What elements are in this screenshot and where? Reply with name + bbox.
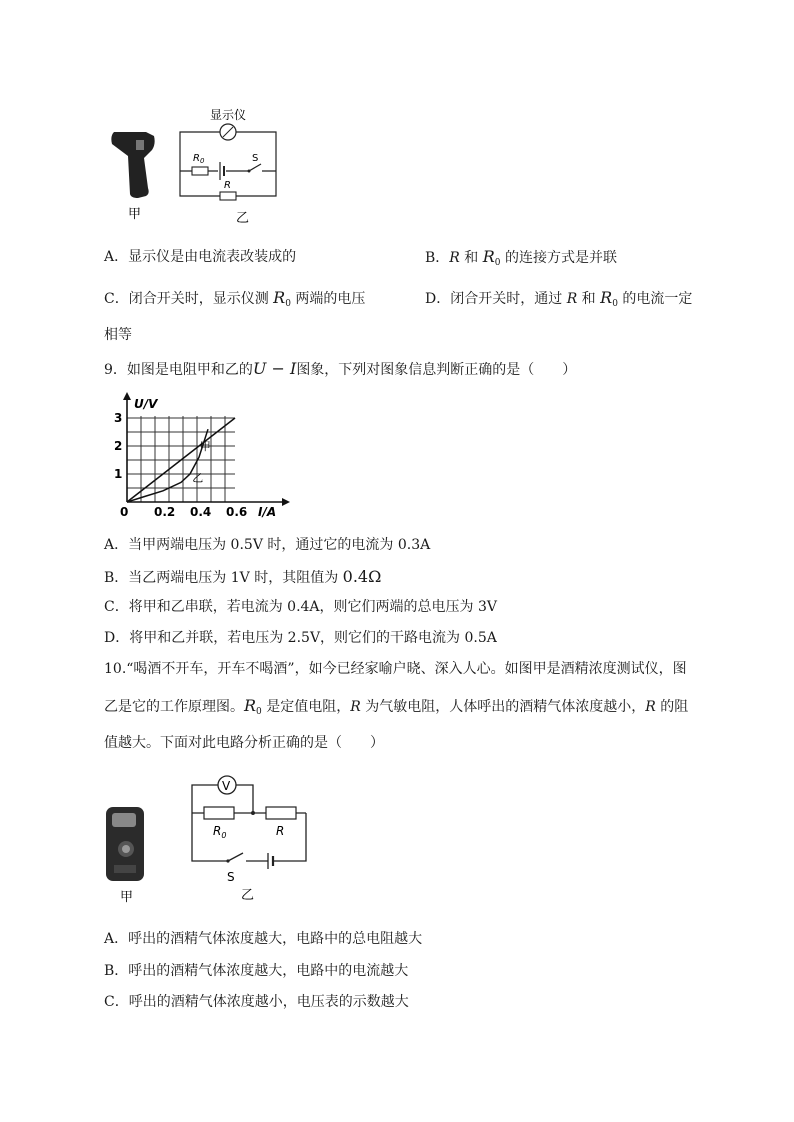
q8-option-c: C．闭合开关时，显示仪测 $R_0$ 两端的电压 xyxy=(104,288,366,309)
x-tick-label: 0.2 xyxy=(154,505,176,519)
x-axis-label: I/A xyxy=(258,505,277,519)
fig10-r-label: R xyxy=(276,824,285,838)
y-tick-label: 2 xyxy=(114,439,123,453)
q10-stem-line2: 乙是它的工作原理图。$R_0$ 是定值电阻，R 为气敏电阻，人体呼出的酒精气体浓度越小，R 的阻 xyxy=(104,696,689,717)
fig8-jia-label: 甲 xyxy=(128,207,142,222)
ui-graph xyxy=(100,392,300,520)
fig10-switch-label: S xyxy=(227,870,235,884)
q9-option-a: A．当甲两端电压为 0.5V 时，通过它的电流为 0.3A xyxy=(104,537,431,553)
q9-option-d: D．将甲和乙并联，若电压为 2.5V，则它们的干路电流为 0.5A xyxy=(104,630,497,646)
y-axis-arrow-icon xyxy=(123,392,131,400)
q10-stem-line3: 值越大。下面对此电路分析正确的是（ ） xyxy=(104,735,384,751)
q8-option-b: B．R 和 $R_0$ 的连接方式是并联 xyxy=(425,247,617,268)
series-label-jia: 甲 xyxy=(199,440,211,453)
resistor-r xyxy=(266,807,296,819)
q9-option-b: B．当乙两端电压为 1V 时，其阻值为 0.4Ω xyxy=(104,567,382,586)
fig10-yi-label: 乙 xyxy=(241,888,255,903)
switch-icon xyxy=(228,853,243,861)
y-axis-label: U/V xyxy=(134,397,158,411)
fig8-r-label: R xyxy=(224,180,231,191)
fig10-jia-label: 甲 xyxy=(120,890,134,905)
figure-q8 xyxy=(100,100,300,225)
figure-q10 xyxy=(100,765,330,910)
fig8-switch-label: S xyxy=(252,153,259,164)
series-line-yi xyxy=(127,429,208,502)
fig10-voltmeter-label: V xyxy=(222,779,231,793)
q10-option-a: A．呼出的酒精气体浓度越大，电路中的总电阻越大 xyxy=(104,931,423,947)
fig10-r0-label: R xyxy=(213,824,222,838)
resistor-r0 xyxy=(192,167,208,175)
y-tick-label: 3 xyxy=(114,411,123,425)
q10-option-b: B．呼出的酒精气体浓度越大，电路中的电流越大 xyxy=(104,963,409,979)
x-tick-label: 0 xyxy=(120,505,129,519)
breathalyzer-image xyxy=(106,807,144,881)
resistor-r0 xyxy=(204,807,234,819)
resistor-r xyxy=(220,192,236,200)
y-tick-label: 1 xyxy=(114,467,123,481)
q9-option-c: C．将甲和乙串联，若电流为 0.4A，则它们两端的总电压为 3V xyxy=(104,599,498,615)
svg-text:R0: $R_0$ xyxy=(213,824,227,840)
x-axis-arrow-icon xyxy=(282,498,290,506)
fig8-r0-label: R xyxy=(193,153,200,164)
q8-option-d-continued: 相等 xyxy=(104,327,132,343)
svg-text:R0: $R_0$ xyxy=(193,153,205,165)
fig8-display-label: 显示仪 xyxy=(210,108,247,122)
q10-stem-line1: 10.“喝酒不开车，开车不喝酒”，如今已经家喻户晓、深入人心。如图甲是酒精浓度测试仪，图 xyxy=(104,661,687,677)
x-tick-label: 0.6 xyxy=(226,505,248,519)
q8-option-a: A．显示仪是由电流表改装成的 xyxy=(104,249,297,265)
infrared-thermometer-image xyxy=(111,132,154,198)
fig8-yi-label: 乙 xyxy=(236,211,250,225)
x-tick-label: 0.4 xyxy=(190,505,212,519)
q8-option-d: D．闭合开关时，通过 R 和 $R_0$ 的电流一定 xyxy=(425,288,693,309)
q10-option-c: C．呼出的酒精气体浓度越小，电压表的示数越大 xyxy=(104,994,409,1010)
q9-stem: 9．如图是电阻甲和乙的U − I图象，下列对图象信息判断正确的是（ ） xyxy=(104,359,577,378)
series-label-yi: 乙 xyxy=(192,471,204,485)
